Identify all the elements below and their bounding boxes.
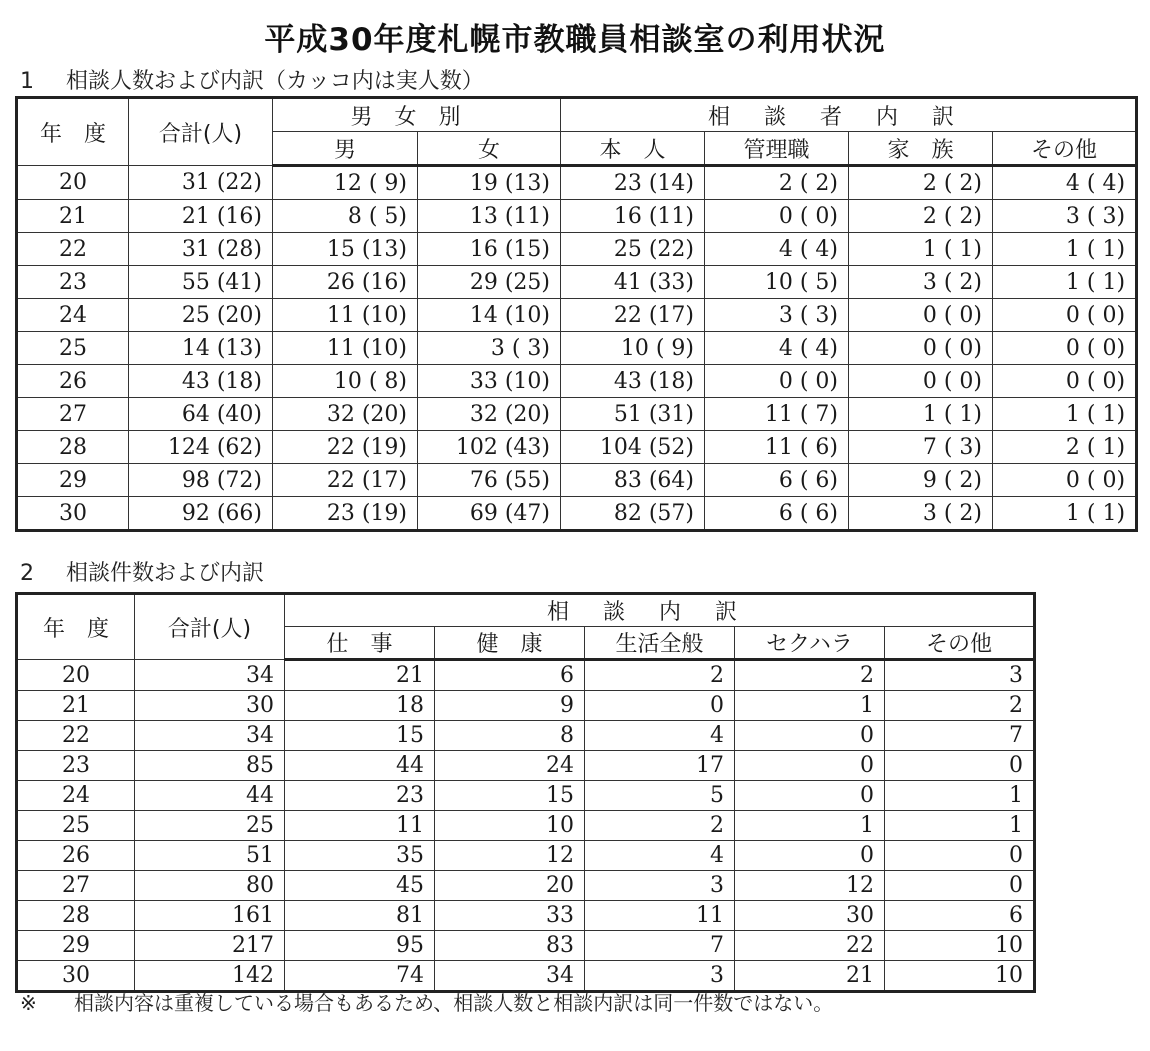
section-number: 1	[20, 69, 34, 94]
cell-health: 15	[435, 781, 585, 811]
cell-harassment: 30	[735, 901, 885, 931]
cell-health: 6	[435, 660, 585, 691]
cell-total: 92 (66)	[129, 497, 273, 531]
section-1-heading	[20, 64, 484, 95]
cell-female: 29 (25)	[418, 266, 561, 299]
cell-other: 7	[885, 721, 1035, 751]
cell-health: 20	[435, 871, 585, 901]
table-row	[17, 691, 1035, 721]
cell-other: 1 ( 1)	[993, 233, 1137, 266]
cell-year: 26	[17, 841, 135, 871]
cell-female: 13 (11)	[418, 200, 561, 233]
cell-work: 35	[285, 841, 435, 871]
cell-work: 74	[285, 961, 435, 992]
cell-harassment: 0	[735, 751, 885, 781]
cell-year: 21	[17, 200, 129, 233]
cell-self: 41 (33)	[561, 266, 705, 299]
table-row	[17, 721, 1035, 751]
cell-harassment: 0	[735, 721, 885, 751]
cell-manager: 6 ( 6)	[705, 497, 849, 531]
cell-total: 25 (20)	[129, 299, 273, 332]
cell-total: 34	[135, 721, 285, 751]
cell-manager: 10 ( 5)	[705, 266, 849, 299]
header-gender-group: 男女別	[273, 98, 561, 132]
cell-work: 45	[285, 871, 435, 901]
cell-male: 11 (10)	[273, 299, 418, 332]
cell-life: 4	[585, 721, 735, 751]
cell-harassment: 21	[735, 961, 885, 992]
cell-life: 4	[585, 841, 735, 871]
cell-health: 83	[435, 931, 585, 961]
cell-female: 102 (43)	[418, 431, 561, 464]
cell-harassment: 1	[735, 811, 885, 841]
cell-other: 1	[885, 811, 1035, 841]
cell-work: 44	[285, 751, 435, 781]
header-female: 女	[418, 132, 561, 166]
cell-family: 0 ( 0)	[849, 365, 993, 398]
cell-total: 80	[135, 871, 285, 901]
cell-work: 23	[285, 781, 435, 811]
cell-year: 24	[17, 781, 135, 811]
cell-year: 24	[17, 299, 129, 332]
cell-total: 161	[135, 901, 285, 931]
header-other: その他	[993, 132, 1137, 166]
cell-female: 3 ( 3)	[418, 332, 561, 365]
cell-total: 44	[135, 781, 285, 811]
table-row	[17, 841, 1035, 871]
cell-other: 0 ( 0)	[993, 365, 1137, 398]
table-row	[17, 200, 1137, 233]
cell-year: 25	[17, 811, 135, 841]
section-2-heading	[20, 556, 264, 587]
cell-total: 14 (13)	[129, 332, 273, 365]
reference-mark: ※	[20, 991, 37, 1015]
cell-health: 8	[435, 721, 585, 751]
cell-self: 25 (22)	[561, 233, 705, 266]
cell-family: 0 ( 0)	[849, 299, 993, 332]
cell-total: 124 (62)	[129, 431, 273, 464]
cell-male: 26 (16)	[273, 266, 418, 299]
cell-other: 2	[885, 691, 1035, 721]
cell-male: 11 (10)	[273, 332, 418, 365]
cell-total: 25	[135, 811, 285, 841]
section-number: 2	[20, 561, 34, 586]
cell-life: 11	[585, 901, 735, 931]
cell-male: 15 (13)	[273, 233, 418, 266]
cell-female: 69 (47)	[418, 497, 561, 531]
table-row	[17, 464, 1137, 497]
cell-harassment: 0	[735, 781, 885, 811]
cell-other: 4 ( 4)	[993, 166, 1137, 200]
cell-self: 10 ( 9)	[561, 332, 705, 365]
cell-life: 2	[585, 811, 735, 841]
cell-female: 32 (20)	[418, 398, 561, 431]
header-self: 本 人	[561, 132, 705, 166]
cell-male: 12 ( 9)	[273, 166, 418, 200]
cell-year: 27	[17, 398, 129, 431]
cell-male: 23 (19)	[273, 497, 418, 531]
cell-harassment: 22	[735, 931, 885, 961]
cell-female: 33 (10)	[418, 365, 561, 398]
cell-other: 0	[885, 871, 1035, 901]
header-total: 合計(人)	[129, 98, 273, 166]
header-health: 健 康	[435, 627, 585, 660]
header-other: その他	[885, 627, 1035, 660]
section-title: 相談件数および内訳	[66, 561, 265, 586]
cell-manager: 0 ( 0)	[705, 365, 849, 398]
cell-family: 2 ( 2)	[849, 200, 993, 233]
cell-female: 76 (55)	[418, 464, 561, 497]
cell-female: 16 (15)	[418, 233, 561, 266]
header-work: 仕 事	[285, 627, 435, 660]
table-row	[17, 871, 1035, 901]
cell-year: 28	[17, 901, 135, 931]
cell-other: 0	[885, 841, 1035, 871]
cell-total: 55 (41)	[129, 266, 273, 299]
table-row	[17, 660, 1035, 691]
cell-self: 43 (18)	[561, 365, 705, 398]
cell-family: 1 ( 1)	[849, 233, 993, 266]
cell-manager: 3 ( 3)	[705, 299, 849, 332]
table-row	[17, 266, 1137, 299]
cell-life: 5	[585, 781, 735, 811]
cell-work: 18	[285, 691, 435, 721]
cell-work: 95	[285, 931, 435, 961]
cell-manager: 11 ( 6)	[705, 431, 849, 464]
cell-family: 1 ( 1)	[849, 398, 993, 431]
cell-other: 10	[885, 931, 1035, 961]
cell-work: 15	[285, 721, 435, 751]
consultation-cases-table	[15, 592, 1036, 993]
cell-health: 9	[435, 691, 585, 721]
cell-total: 31 (28)	[129, 233, 273, 266]
cell-other: 1 ( 1)	[993, 398, 1137, 431]
table-row	[17, 233, 1137, 266]
cell-other: 1 ( 1)	[993, 497, 1137, 531]
consultation-people-table	[15, 96, 1138, 532]
cell-work: 21	[285, 660, 435, 691]
cell-year: 25	[17, 332, 129, 365]
cell-self: 16 (11)	[561, 200, 705, 233]
cell-total: 31 (22)	[129, 166, 273, 200]
table-row	[17, 299, 1137, 332]
cell-manager: 6 ( 6)	[705, 464, 849, 497]
cell-total: 21 (16)	[129, 200, 273, 233]
cell-manager: 11 ( 7)	[705, 398, 849, 431]
cell-other: 0 ( 0)	[993, 464, 1137, 497]
cell-year: 29	[17, 464, 129, 497]
page-title: 平成30年度札幌市教職員相談室の利用状況	[264, 22, 886, 58]
cell-self: 22 (17)	[561, 299, 705, 332]
cell-other: 6	[885, 901, 1035, 931]
table-row	[17, 332, 1137, 365]
cell-other: 0 ( 0)	[993, 332, 1137, 365]
cell-other: 3	[885, 660, 1035, 691]
cell-total: 64 (40)	[129, 398, 273, 431]
cell-year: 27	[17, 871, 135, 901]
cell-health: 34	[435, 961, 585, 992]
table-row	[17, 398, 1137, 431]
table-row	[17, 497, 1137, 531]
cell-health: 33	[435, 901, 585, 931]
header-year: 年 度	[17, 98, 129, 166]
cell-male: 22 (19)	[273, 431, 418, 464]
cell-total: 34	[135, 660, 285, 691]
table-row	[17, 811, 1035, 841]
header-content-group: 相談内訳	[285, 594, 1035, 627]
cell-life: 2	[585, 660, 735, 691]
cell-total: 51	[135, 841, 285, 871]
header-total: 合計(人)	[135, 594, 285, 660]
cell-total: 98 (72)	[129, 464, 273, 497]
header-manager: 管理職	[705, 132, 849, 166]
cell-self: 83 (64)	[561, 464, 705, 497]
cell-year: 29	[17, 931, 135, 961]
header-harassment: セクハラ	[735, 627, 885, 660]
table-row	[17, 931, 1035, 961]
table-row	[17, 961, 1035, 992]
header-year: 年 度	[17, 594, 135, 660]
cell-year: 22	[17, 233, 129, 266]
cell-other: 0	[885, 751, 1035, 781]
cell-health: 24	[435, 751, 585, 781]
header-life: 生活全般	[585, 627, 735, 660]
cell-life: 0	[585, 691, 735, 721]
header-consulter-group: 相談者内訳	[561, 98, 1137, 132]
cell-self: 51 (31)	[561, 398, 705, 431]
cell-harassment: 0	[735, 841, 885, 871]
cell-year: 30	[17, 961, 135, 992]
cell-year: 20	[17, 166, 129, 200]
cell-work: 11	[285, 811, 435, 841]
cell-female: 14 (10)	[418, 299, 561, 332]
cell-manager: 4 ( 4)	[705, 233, 849, 266]
cell-male: 32 (20)	[273, 398, 418, 431]
cell-life: 3	[585, 871, 735, 901]
cell-life: 7	[585, 931, 735, 961]
table-row	[17, 431, 1137, 464]
table-row	[17, 166, 1137, 200]
cell-self: 82 (57)	[561, 497, 705, 531]
cell-other: 0 ( 0)	[993, 299, 1137, 332]
cell-harassment: 12	[735, 871, 885, 901]
cell-health: 12	[435, 841, 585, 871]
cell-male: 10 ( 8)	[273, 365, 418, 398]
table-row	[17, 365, 1137, 398]
cell-total: 85	[135, 751, 285, 781]
cell-year: 21	[17, 691, 135, 721]
cell-male: 8 ( 5)	[273, 200, 418, 233]
cell-harassment: 1	[735, 691, 885, 721]
cell-total: 142	[135, 961, 285, 992]
cell-family: 0 ( 0)	[849, 332, 993, 365]
cell-self: 104 (52)	[561, 431, 705, 464]
cell-manager: 4 ( 4)	[705, 332, 849, 365]
cell-manager: 2 ( 2)	[705, 166, 849, 200]
cell-other: 1 ( 1)	[993, 266, 1137, 299]
cell-self: 23 (14)	[561, 166, 705, 200]
cell-year: 28	[17, 431, 129, 464]
cell-family: 3 ( 2)	[849, 497, 993, 531]
section-title: 相談人数および内訳（カッコ内は実人数）	[66, 69, 484, 94]
cell-other: 2 ( 1)	[993, 431, 1137, 464]
cell-life: 17	[585, 751, 735, 781]
table-row	[17, 781, 1035, 811]
cell-other: 10	[885, 961, 1035, 992]
cell-total: 43 (18)	[129, 365, 273, 398]
cell-total: 30	[135, 691, 285, 721]
header-male: 男	[273, 132, 418, 166]
cell-family: 9 ( 2)	[849, 464, 993, 497]
cell-harassment: 2	[735, 660, 885, 691]
cell-year: 23	[17, 751, 135, 781]
cell-family: 3 ( 2)	[849, 266, 993, 299]
table-row	[17, 751, 1035, 781]
cell-year: 22	[17, 721, 135, 751]
cell-year: 20	[17, 660, 135, 691]
cell-total: 217	[135, 931, 285, 961]
cell-family: 7 ( 3)	[849, 431, 993, 464]
cell-health: 10	[435, 811, 585, 841]
footnote-text: 相談内容は重複している場合もあるため、相談人数と相談内訳は同一件数ではない。	[74, 991, 834, 1015]
cell-year: 26	[17, 365, 129, 398]
cell-year: 30	[17, 497, 129, 531]
cell-manager: 0 ( 0)	[705, 200, 849, 233]
cell-female: 19 (13)	[418, 166, 561, 200]
cell-other: 3 ( 3)	[993, 200, 1137, 233]
cell-work: 81	[285, 901, 435, 931]
header-family: 家 族	[849, 132, 993, 166]
cell-male: 22 (17)	[273, 464, 418, 497]
cell-year: 23	[17, 266, 129, 299]
table-row	[17, 901, 1035, 931]
cell-life: 3	[585, 961, 735, 992]
cell-other: 1	[885, 781, 1035, 811]
cell-family: 2 ( 2)	[849, 166, 993, 200]
